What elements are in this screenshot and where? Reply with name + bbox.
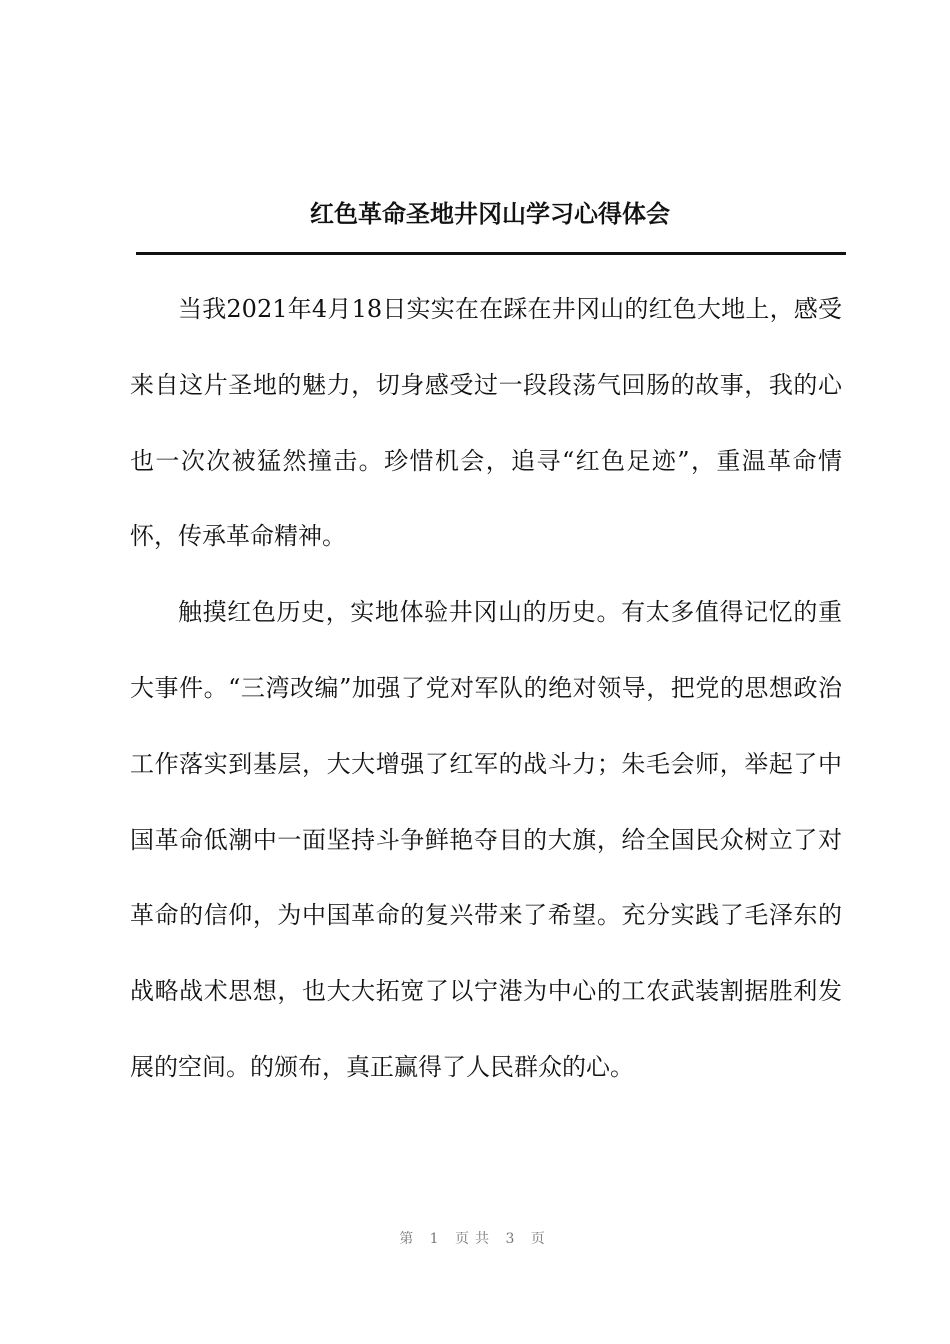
document-body [130, 272, 842, 1106]
paragraph-2: 触摸红色历史，实地体验井冈山的历史。有太多值得记忆的重大事件。“三湾改编”加强了党对军队的绝对领导，把党的思想政治工作落实到基层，大大增强了红军的战斗力；朱毛会师，举起了中国革命低潮中一面坚持斗争鲜艳夺目的大旗，给全国民众树立了对革命的信仰，为中国革命的复兴带来了希望。充分实践了毛泽东的战略战术思想，也大大拓宽了以宁港为中心的工农武装割据胜利发展的空间。的颁布，真正赢得了人民群众的心。 [130, 598, 842, 1081]
document-title: 红色革命圣地井冈山学习心得体会 [310, 199, 670, 228]
title-divider [136, 252, 846, 255]
page-number: 第 1 页共 3 页 [399, 1231, 551, 1247]
paragraph-1: 当我2021年4月18日实实在在踩在井冈山的红色大地上，感受来自这片圣地的魅力，切身感受过一段段荡气回肠的故事，我的心也一次次被猛然撞击。珍惜机会，追寻“红色足迹”，重温革命情怀，传承革命精神。 [130, 295, 842, 551]
